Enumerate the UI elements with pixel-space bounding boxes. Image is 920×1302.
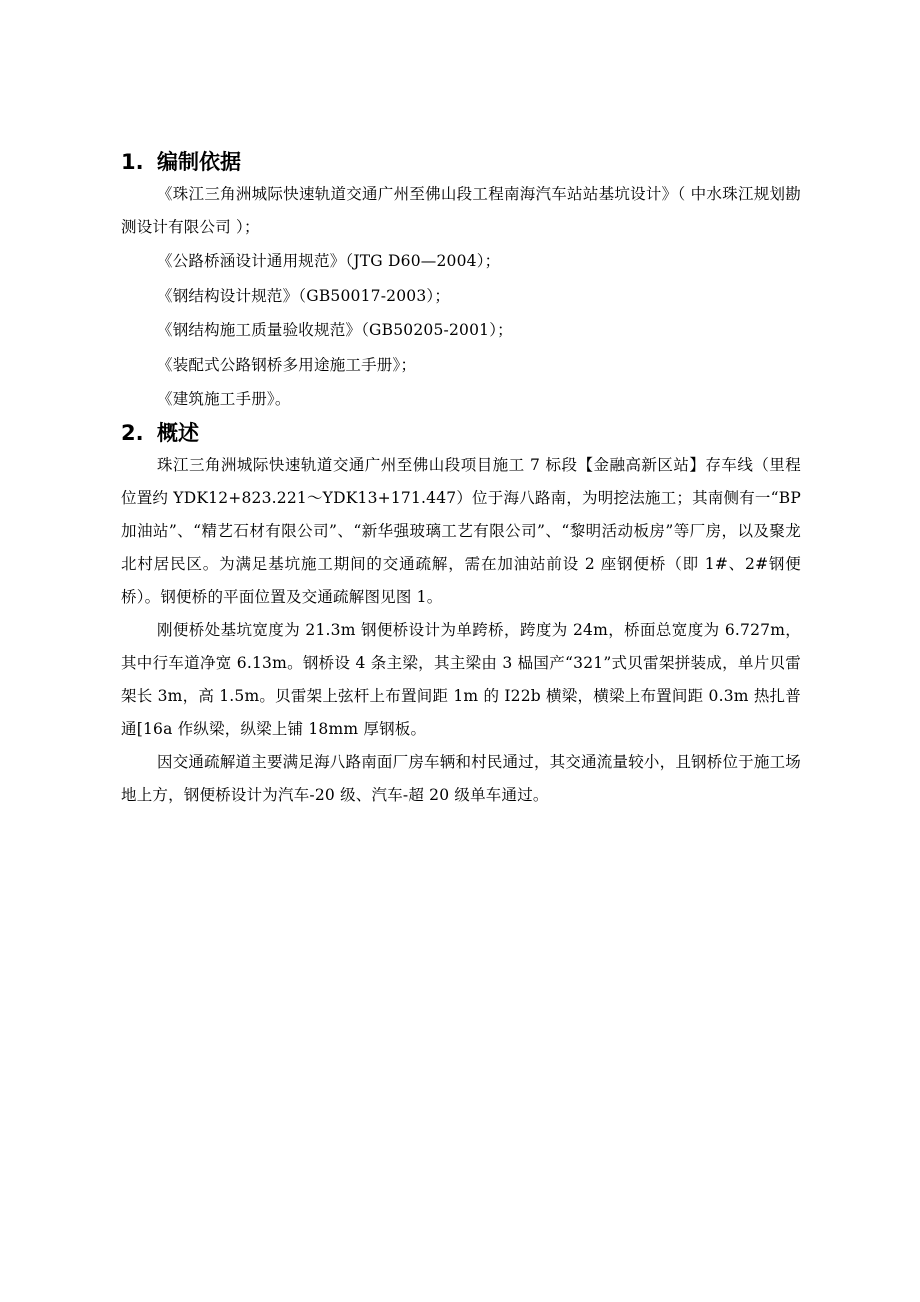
document-body bbox=[121, 146, 801, 812]
reference-item: 《钢结构施工质量验收规范》（GB50205-2001）； bbox=[157, 321, 513, 339]
section-1-title: 编制依据 bbox=[157, 150, 241, 174]
section-2-heading bbox=[121, 417, 801, 449]
overview-paragraph: 刚便桥处基坑宽度为 21.3m 钢便桥设计为单跨桥，跨度为 24m，桥面总宽度为 6.727m，其中行车道净宽 6.13m。钢桥设 4 条主梁，其主梁由 3 榀国产“321”式贝雷架拼装成，单片贝雷架长 3m，高 1.5m。贝雷架上弦杆上布置间距 1m 的 I22b 横梁，横梁上布置间距 0.3m 热扎普通[16a 作纵梁，纵梁上铺 18mm 厚钢板。 bbox=[121, 620, 801, 738]
reference-item: 《钢结构设计规范》（GB50017-2003）； bbox=[157, 286, 451, 305]
reference-item: 《公路桥涵设计通用规范》（JTG D60—2004）； bbox=[157, 252, 501, 270]
section-1-number: 1. bbox=[121, 150, 144, 174]
reference-list bbox=[121, 178, 801, 417]
reference-item: 《装配式公路钢桥多用途施工手册》； bbox=[157, 355, 417, 374]
overview-paragraph: 珠江三角洲城际快速轨道交通广州至佛山段项目施工 7 标段【金融高新区站】存车线（里程位置约 YDK12+823.221～YDK13+171.447）位于海八路南，为明挖法施工；其南侧有一“BP 加油站”、“精艺石材有限公司”、“新华强玻璃工艺有限公司”、“黎明活动板房”等厂房，以及聚龙北村居民区。为满足基坑施工期间的交通疏解，需在加油站前设 2 座钢便桥（即 1#、2#钢便桥）。钢便桥的平面位置及交通疏解图见图 1。 bbox=[121, 455, 801, 606]
section-1-heading bbox=[121, 146, 801, 178]
overview-paragraph: 因交通疏解道主要满足海八路南面厂房车辆和村民通过，其交通流量较小，且钢桥位于施工场地上方，钢便桥设计为汽车-20 级、汽车-超 20 级单车通过。 bbox=[121, 752, 801, 804]
section-2-number: 2. bbox=[121, 420, 144, 445]
section-2-title: 概述 bbox=[157, 420, 199, 445]
reference-item: 《建筑施工手册》。 bbox=[157, 390, 291, 408]
reference-item: 《珠江三角洲城际快速轨道交通广州至佛山段工程南海汽车站站基坑设计》（ 中水珠江规划勘测设计有限公司 ）； bbox=[121, 185, 801, 236]
overview-text bbox=[121, 449, 801, 812]
